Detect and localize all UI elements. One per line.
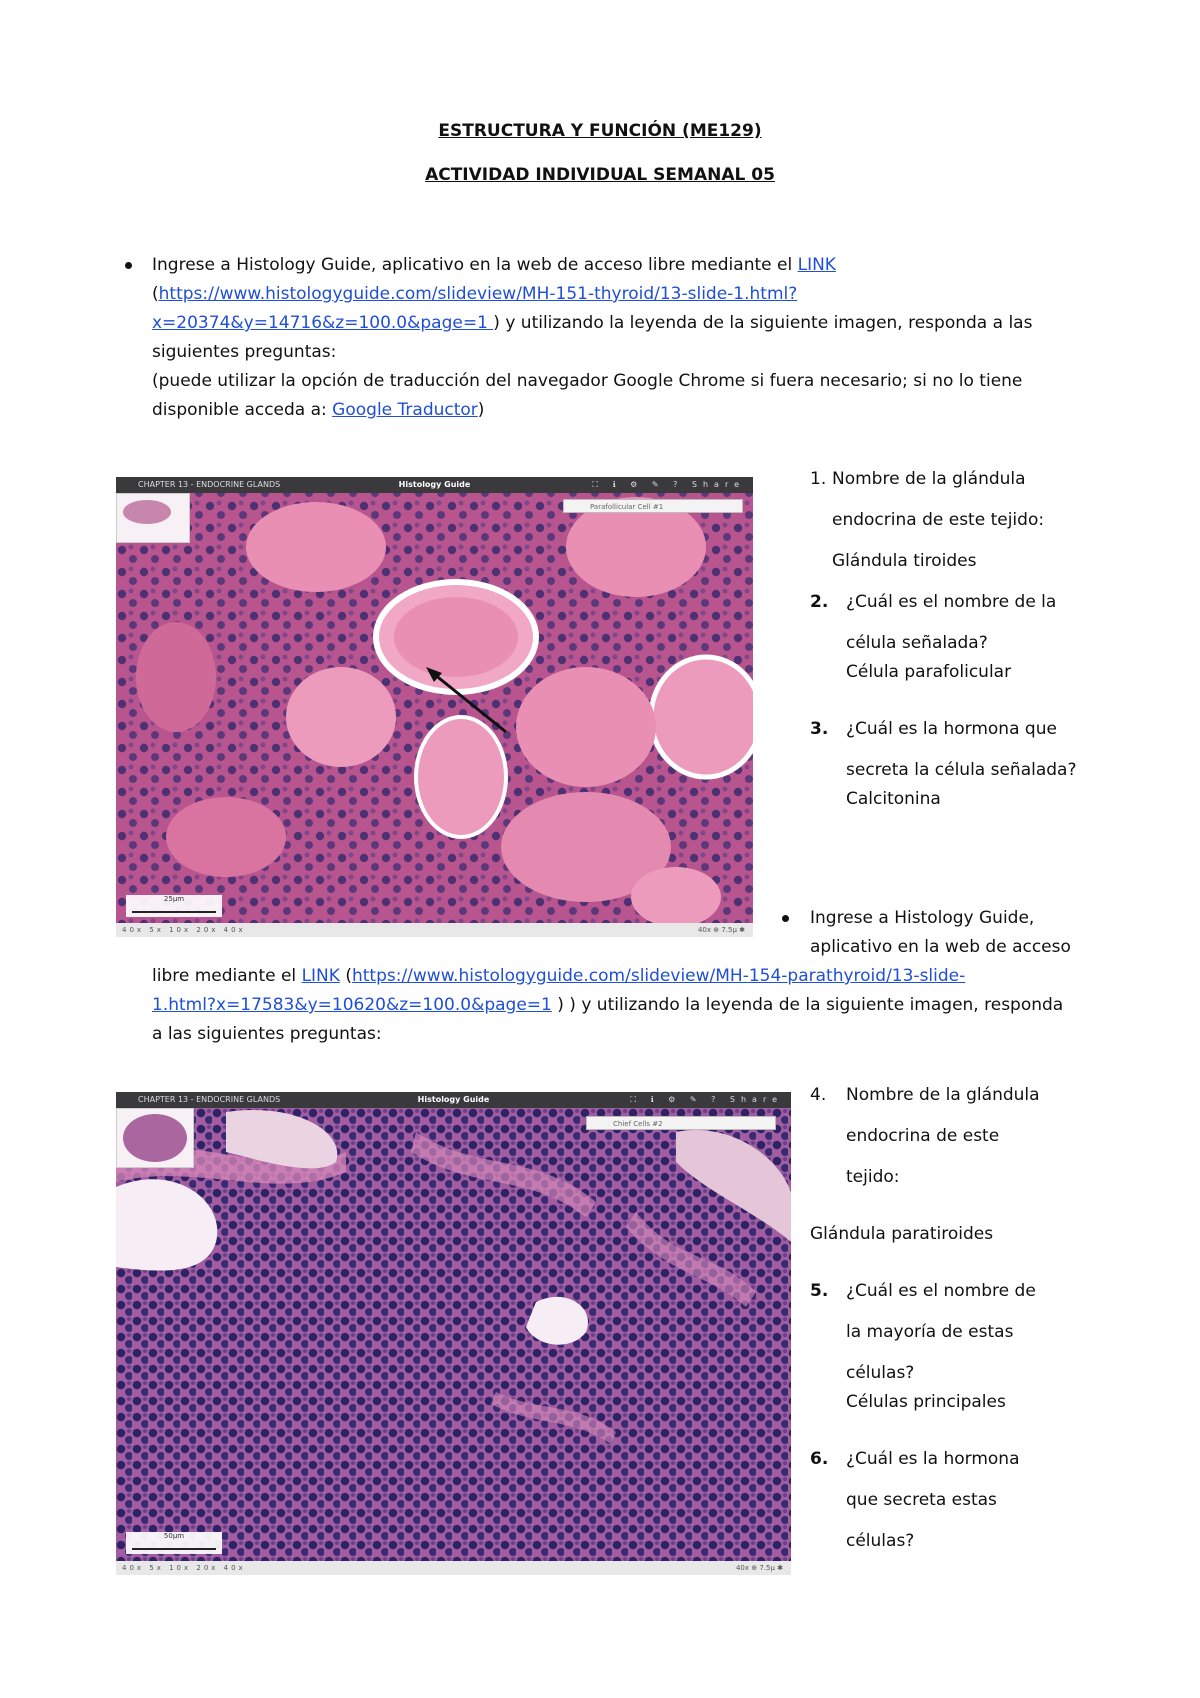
link-label-2[interactable]: LINK — [301, 966, 340, 986]
intro1-note: (puede utilizar la opción de traducción del navegador Google Chrome si fuera necesario; si no lo tiene — [152, 371, 1023, 391]
intro-paragraph-2 — [152, 962, 1092, 1049]
intro2-text-b: ) ) y utilizando la leyenda de la siguiente imagen, responda — [551, 995, 1064, 1015]
viewer-toolbar-1 — [116, 477, 753, 493]
thumbnail-image-1 — [117, 494, 189, 542]
paren: ( — [339, 966, 352, 986]
intro1-text: Ingrese a Histology Guide, aplicativo en la web de acceso libre mediante el — [152, 255, 798, 275]
parathyroid-tissue-image — [116, 1092, 791, 1575]
questions-block-1 — [810, 459, 1180, 820]
tool-icons-2[interactable]: ⛶ ℹ ⚙ ✎ ? — [630, 1095, 722, 1104]
question-text: células? — [846, 1531, 915, 1551]
question-number: 6. — [810, 1449, 829, 1469]
question-text: endocrina de este tejido: — [832, 510, 1045, 530]
question-6 — [810, 1439, 1180, 1562]
question-text: célula señalada? — [846, 633, 988, 653]
share-button-2[interactable]: Share — [729, 1095, 783, 1104]
search-input-2[interactable]: Chief Cells #2 — [586, 1116, 776, 1130]
viewer-title-1: Histology Guide — [398, 480, 471, 489]
question-text: Nombre de la glándula — [832, 469, 1026, 489]
intro2-text-a2: aplicativo en la web de acceso — [810, 937, 1071, 957]
scale-label-1: 25μm — [163, 895, 185, 903]
slide-thumbnail-1[interactable] — [116, 493, 190, 543]
viewer-tools-1 — [592, 477, 745, 493]
viewer-footer-1 — [116, 923, 753, 937]
answer-text: Células principales — [846, 1392, 1006, 1412]
question-text: ¿Cuál es la hormona que — [846, 719, 1057, 739]
question-4 — [810, 1075, 1180, 1198]
question-text: que secreta estas — [846, 1490, 997, 1510]
question-text: ¿Cuál es el nombre de la — [846, 592, 1057, 612]
answer-text: Calcitonina — [846, 789, 941, 809]
intro-paragraph-1 — [152, 251, 1082, 425]
question-text: células? — [846, 1363, 915, 1383]
tool-icons-1[interactable]: ⛶ ℹ ⚙ ✎ ? — [592, 480, 684, 489]
search-input-1[interactable]: Parafollicular Cell #1 — [563, 499, 743, 513]
link-label-1[interactable]: LINK — [797, 255, 836, 275]
viewer-tools-2 — [630, 1092, 783, 1108]
viewer-chapter-1: CHAPTER 13 - ENDOCRINE GLANDS — [138, 480, 281, 489]
question-text: tejido: — [846, 1167, 900, 1187]
thyroid-micrograph — [116, 477, 753, 937]
question-text: secreta la célula señalada? — [846, 760, 1077, 780]
question-1 — [810, 459, 1180, 582]
viewer-chapter-2: CHAPTER 13 - ENDOCRINE GLANDS — [138, 1095, 281, 1104]
question-number: 4. — [810, 1085, 827, 1105]
intro1-text-c: siguientes preguntas: — [152, 342, 337, 362]
intro2-text-a1: Ingrese a Histology Guide, — [810, 908, 1035, 928]
question-number: 5. — [810, 1281, 829, 1301]
viewer-footer-2 — [116, 1561, 791, 1575]
course-title: ESTRUCTURA Y FUNCIÓN (ME129) — [438, 121, 762, 141]
viewer-title-2: Histology Guide — [417, 1095, 490, 1104]
question-3 — [810, 709, 1180, 820]
intro2-text-a3: libre mediante el — [152, 966, 302, 986]
intro2-text-c: a las siguientes preguntas: — [152, 1024, 382, 1044]
parathyroid-micrograph — [116, 1092, 791, 1575]
question-text: ¿Cuál es el nombre de — [846, 1281, 1036, 1301]
parathyroid-url-line1[interactable]: https://www.histologyguide.com/slideview/MH-154-parathyroid/13-slide- — [351, 966, 966, 986]
question-number: 2. — [810, 592, 829, 612]
viewer-toolbar-2 — [116, 1092, 791, 1108]
intro1-note-b: disponible acceda a: — [152, 400, 333, 420]
question-number: 1. — [810, 469, 827, 489]
answer-text: Glándula paratiroides — [810, 1224, 994, 1244]
question-2 — [810, 582, 1180, 693]
bullet-1 — [125, 262, 132, 269]
zoom-buttons-2[interactable]: 40x 5x 10x 20x 40x — [122, 1564, 246, 1572]
scale-bar-1 — [126, 895, 222, 917]
answer-text: Glándula tiroides — [832, 551, 977, 571]
question-text: endocrina de este — [846, 1126, 1000, 1146]
parathyroid-url-line2[interactable]: 1.html?x=17583&y=10620&z=100.0&page=1 — [152, 995, 552, 1015]
slide-thumbnail-2[interactable] — [116, 1108, 194, 1168]
questions-block-2 — [810, 1075, 1180, 1562]
question-text: la mayoría de estas — [846, 1322, 1014, 1342]
intro2-right-lines — [810, 904, 1180, 962]
thyroid-url-line2[interactable]: x=20374&y=14716&z=100.0&page=1 — [152, 313, 494, 333]
intro1-text-b: ) y utilizando la leyenda de la siguiente imagen, responda a las — [493, 313, 1033, 333]
answer-text: Célula parafolicular — [846, 662, 1012, 682]
scale-line-1 — [132, 911, 216, 913]
activity-title: ACTIVIDAD INDIVIDUAL SEMANAL 05 — [425, 165, 775, 185]
scale-line-2 — [132, 1548, 216, 1550]
share-button-1[interactable]: Share — [691, 480, 745, 489]
zoom-readout-2: 40x ⊕ 7.5μ ✱ — [735, 1564, 783, 1572]
thumbnail-image-2 — [117, 1109, 193, 1167]
scale-label-2: 50μm — [163, 1532, 185, 1540]
question-number: 3. — [810, 719, 829, 739]
google-translator-link[interactable]: Google Traductor — [332, 400, 478, 420]
paren: ( — [152, 284, 159, 304]
question-text: Nombre de la glándula — [846, 1085, 1040, 1105]
zoom-buttons-1[interactable]: 40x 5x 10x 20x 40x — [122, 926, 246, 934]
paren-close: ) — [477, 400, 485, 420]
question-5 — [810, 1271, 1180, 1423]
scale-bar-2 — [126, 1532, 222, 1554]
thyroid-url-line1[interactable]: https://www.histologyguide.com/slideview/MH-151-thyroid/13-slide-1.html? — [158, 284, 798, 304]
zoom-readout-1: 40x ⊕ 7.5μ ✱ — [697, 926, 745, 934]
bullet-2 — [782, 915, 789, 922]
thyroid-tissue-image — [116, 477, 753, 937]
question-text: ¿Cuál es la hormona — [846, 1449, 1020, 1469]
